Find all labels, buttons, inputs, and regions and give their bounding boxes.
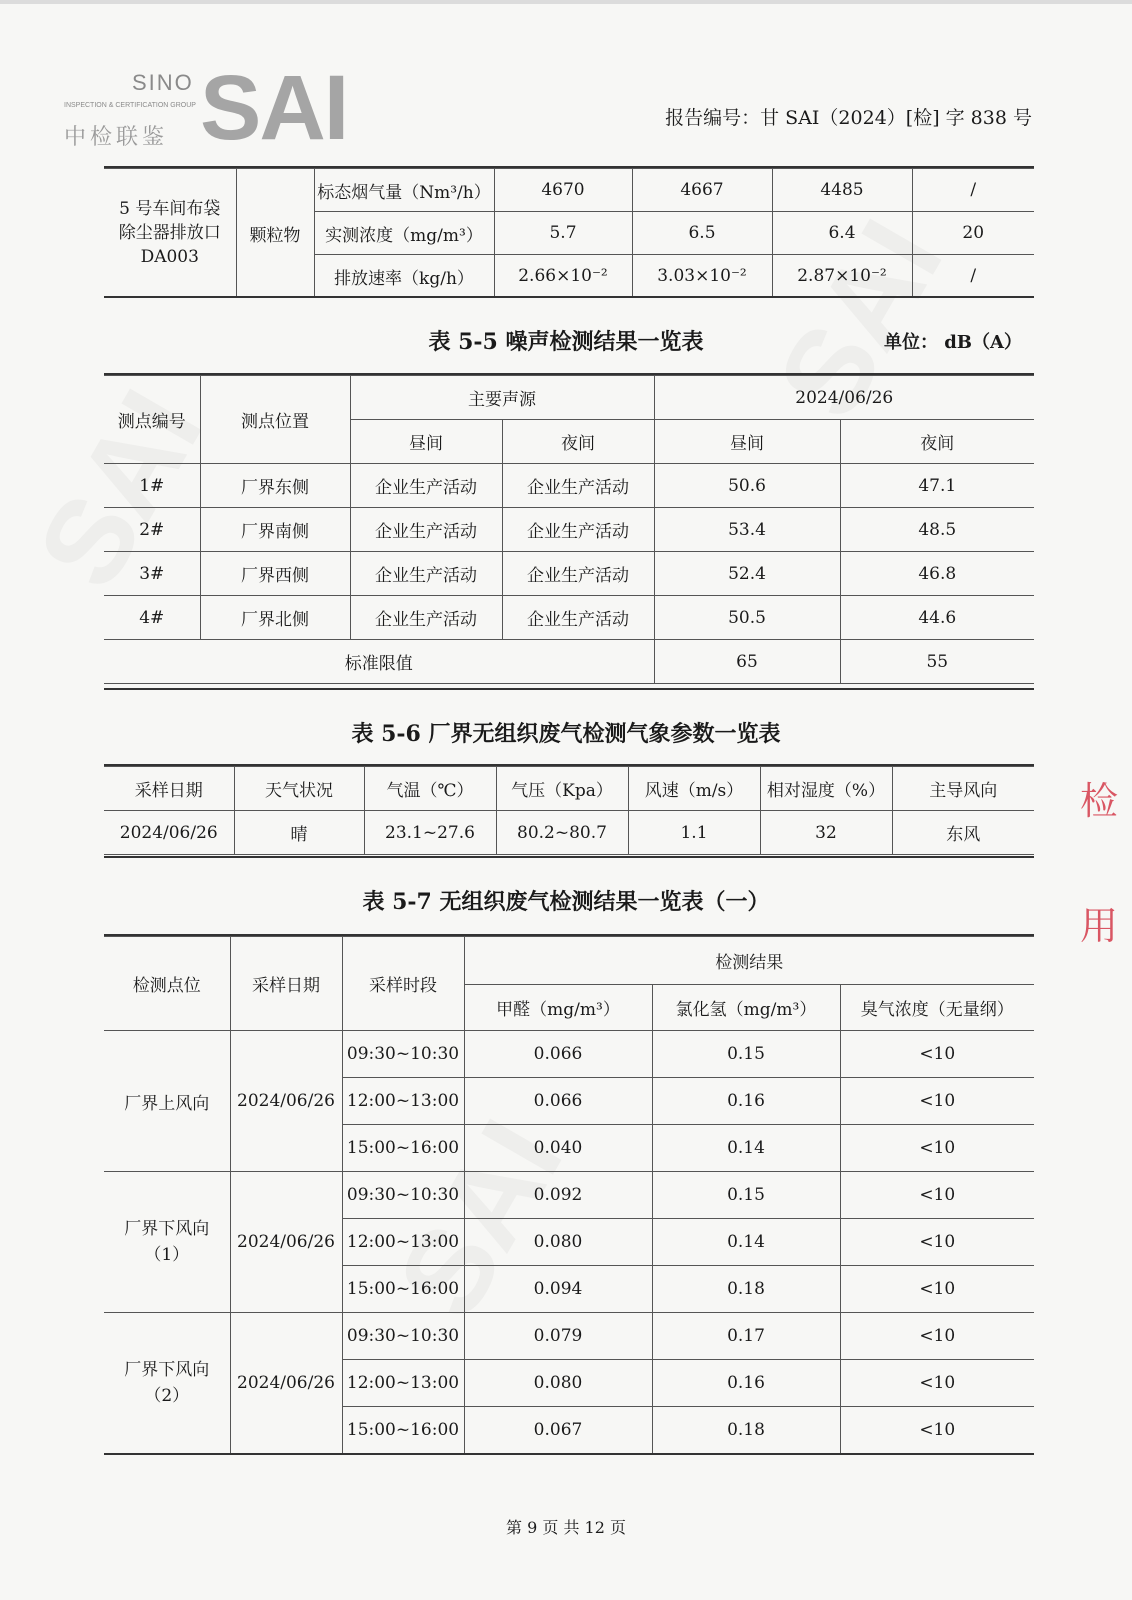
cell: <10 [840,1313,1034,1360]
table-header-row [104,376,1034,420]
cell: 15:00~16:00 [342,1266,464,1313]
table-bottom-rule [104,296,1034,298]
cell: 09:30~10:30 [342,1031,464,1078]
table-row [104,811,1034,855]
value-cell: 6.4 [772,212,912,255]
cell: 0.16 [652,1360,840,1407]
cell: 1.1 [628,811,760,855]
cell: 48.5 [840,508,1034,552]
table-row [104,552,1034,596]
table-row [104,640,1034,684]
cell: 12:00~13:00 [342,1360,464,1407]
table55-bottom-rule [104,688,1034,690]
header-cell: 臭气浓度（无量纲） [840,985,1034,1031]
value-cell: 4485 [772,169,912,212]
pollutant: 颗粒物 [236,169,314,298]
fugitive-gas-table [104,936,1034,1454]
cell: 09:30~10:30 [342,1172,464,1219]
cell: 12:00~13:00 [342,1078,464,1125]
emission-point: 5 号车间布袋 除尘器排放口 DA003 [104,169,236,298]
header-cell: 昼间 [350,420,502,464]
header-cell: 2024/06/26 [654,376,1034,420]
cell: 企业生产活动 [350,552,502,596]
table57-bottom-rule [104,1453,1034,1455]
table57-title: 表 5-7 无组织废气检测结果一览表（一） [362,889,770,915]
point-cell: 厂界下风向 （1） [104,1172,230,1313]
cell: 0.15 [652,1031,840,1078]
cell: 44.6 [840,596,1034,640]
value-cell: 5.7 [494,212,632,255]
cell: 0.080 [464,1360,652,1407]
cell: 12:00~13:00 [342,1219,464,1266]
cell: 53.4 [654,508,840,552]
page-number: 第 9 页 共 12 页 [506,1518,626,1537]
header-cell: 采样日期 [104,767,234,811]
header-cell: 甲醛（mg/m³） [464,985,652,1031]
cell: 0.067 [464,1407,652,1454]
limit-cell: / [912,169,1034,212]
cell: 东风 [892,811,1034,855]
logo-cn: 中检联鉴 [64,125,169,150]
table-row [104,596,1034,640]
cell: 65 [654,640,840,684]
cell: 0.066 [464,1031,652,1078]
cell: 企业生产活动 [350,464,502,508]
company-logo [62,57,392,159]
cell: <10 [840,1360,1034,1407]
cell: 0.040 [464,1125,652,1172]
cell: 厂界南侧 [200,508,350,552]
value-cell: 3.03×10⁻² [632,255,772,298]
cell: 80.2~80.7 [496,811,628,855]
header-cell: 夜间 [840,420,1034,464]
cell: 0.079 [464,1313,652,1360]
header-cell: 主导风向 [892,767,1034,811]
cell: <10 [840,1031,1034,1078]
cell: 0.15 [652,1172,840,1219]
cell: 55 [840,640,1034,684]
table56-title: 表 5-6 厂界无组织废气检测气象参数一览表 [351,721,781,747]
limit-cell: 20 [912,212,1034,255]
point-cell: 厂界上风向 [104,1031,230,1172]
point-cell: 厂界下风向 （2） [104,1313,230,1454]
table56-bottom-rule [104,856,1034,858]
cell: 50.6 [654,464,840,508]
cell: 2# [104,508,200,552]
date-cell: 2024/06/26 [230,1172,342,1313]
value-cell: 2.87×10⁻² [772,255,912,298]
logo-sub: INSPECTION & CERTIFICATION GROUP [64,102,196,109]
table-row [104,1313,1034,1360]
table55-title: 表 5-5 噪声检测结果一览表 [428,329,704,355]
table-row [104,464,1034,508]
table55-unit: 单位： dB（A） [883,332,1022,353]
weather-table [104,766,1034,855]
header-cell: 检测点位 [104,937,230,1031]
header-cell: 采样日期 [230,937,342,1031]
cell: <10 [840,1125,1034,1172]
noise-table [104,375,1034,684]
logo-en: SINO [132,70,194,95]
header-cell: 风速（m/s） [628,767,760,811]
cell: 企业生产活动 [350,596,502,640]
cell: 2024/06/26 [104,811,234,855]
cell: <10 [840,1266,1034,1313]
logo-mark: SAI [200,57,348,159]
emission-table [104,168,1034,298]
cell: 47.1 [840,464,1034,508]
date-cell: 2024/06/26 [230,1313,342,1454]
limit-label: 标准限值 [104,640,654,684]
cell: 企业生产活动 [502,552,654,596]
header-cell: 夜间 [502,420,654,464]
cell: <10 [840,1078,1034,1125]
table-row [104,1172,1034,1219]
cell: 1# [104,464,200,508]
cell: 厂界东侧 [200,464,350,508]
cell: 0.094 [464,1266,652,1313]
cell: 厂界西侧 [200,552,350,596]
top-edge [0,0,1132,4]
cell: 0.18 [652,1407,840,1454]
item: 实测浓度（mg/m³） [314,212,494,255]
header-cell: 主要声源 [350,376,654,420]
cell: 0.16 [652,1078,840,1125]
cell: 晴 [234,811,364,855]
header-cell: 测点位置 [200,376,350,464]
cell: 23.1~27.6 [364,811,496,855]
report-number: 报告编号：甘 SAI（2024）[检] 字 838 号 [665,107,1032,129]
cell: 0.14 [652,1125,840,1172]
cell: 企业生产活动 [502,508,654,552]
header-cell: 昼间 [654,420,840,464]
cell: 52.4 [654,552,840,596]
cell: 0.092 [464,1172,652,1219]
cell: 4# [104,596,200,640]
cell: <10 [840,1219,1034,1266]
table-row [104,1031,1034,1078]
header-cell: 检测结果 [464,937,1034,985]
cell: 0.080 [464,1219,652,1266]
cell: <10 [840,1407,1034,1454]
cell: 15:00~16:00 [342,1407,464,1454]
cell: 46.8 [840,552,1034,596]
cell: 15:00~16:00 [342,1125,464,1172]
table-row [104,508,1034,552]
table-header-row [104,767,1034,811]
header-cell: 氯化氢（mg/m³） [652,985,840,1031]
cell: 0.14 [652,1219,840,1266]
cell: 企业生产活动 [350,508,502,552]
limit-cell: / [912,255,1034,298]
cell: 3# [104,552,200,596]
cell: <10 [840,1172,1034,1219]
cell: 50.5 [654,596,840,640]
header-cell: 天气状况 [234,767,364,811]
table-row [104,169,1034,212]
value-cell: 4667 [632,169,772,212]
cell: 32 [760,811,892,855]
table-header-row [104,937,1034,985]
value-cell: 6.5 [632,212,772,255]
header-cell: 气压（Kpa） [496,767,628,811]
item: 排放速率（kg/h） [314,255,494,298]
cell: 09:30~10:30 [342,1313,464,1360]
cell: 企业生产活动 [502,596,654,640]
stamp-icon: 检 用 [1080,779,1119,948]
header-cell: 采样时段 [342,937,464,1031]
header-cell: 气温（℃） [364,767,496,811]
cell: 0.066 [464,1078,652,1125]
header-cell: 测点编号 [104,376,200,464]
cell: 企业生产活动 [502,464,654,508]
header-cell: 相对湿度（%） [760,767,892,811]
cell: 厂界北侧 [200,596,350,640]
value-cell: 2.66×10⁻² [494,255,632,298]
cell: 0.17 [652,1313,840,1360]
value-cell: 4670 [494,169,632,212]
cell: 0.18 [652,1266,840,1313]
date-cell: 2024/06/26 [230,1031,342,1172]
item: 标态烟气量（Nm³/h） [314,169,494,212]
